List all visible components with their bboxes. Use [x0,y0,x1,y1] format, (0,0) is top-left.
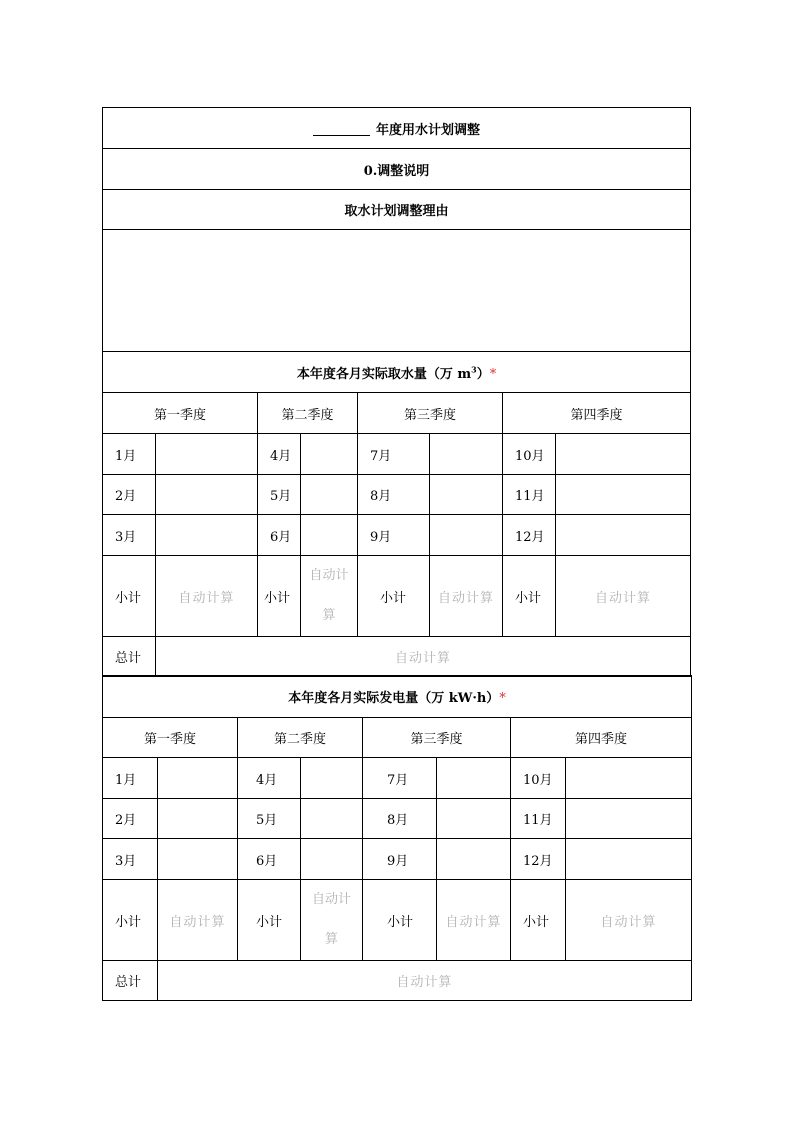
power-subtotal-q2-line1: 自动计 [311,892,351,907]
water-month-label: 5月 [258,475,301,515]
power-month-label: 3月 [103,839,158,880]
power-quarter-1: 第一季度 [103,718,238,758]
water-month-input[interactable] [156,475,258,515]
water-month-input[interactable] [430,475,503,515]
water-month-label: 2月 [103,475,156,515]
water-month-label: 1月 [103,434,156,475]
power-month-label: 5月 [238,799,301,839]
power-total-row [103,961,692,1001]
water-month-input[interactable] [430,515,503,556]
water-title-text: 本年度各月实际取水量（万 m [296,366,472,382]
water-month-input[interactable] [156,515,258,556]
water-subtotal-q2-line1: 自动计 [309,568,349,583]
water-subtotal-label: 小计 [258,556,301,637]
power-month-input[interactable] [566,758,692,799]
power-total-value: 自动计算 [158,961,692,1001]
power-total-label: 总计 [103,961,158,1001]
water-month-label: 4月 [258,434,301,475]
water-month-row [103,475,691,515]
water-month-label: 6月 [258,515,301,556]
power-subtotal-q1: 自动计算 [158,880,238,961]
power-quarter-2: 第二季度 [238,718,363,758]
power-month-row [103,758,692,799]
power-month-input[interactable] [158,758,238,799]
power-section-title [103,676,692,718]
power-month-input[interactable] [566,799,692,839]
water-section-title [103,352,691,393]
water-subtotal-label: 小计 [103,556,156,637]
power-month-input[interactable] [437,758,511,799]
water-month-label: 11月 [503,475,556,515]
section-0-heading: 0.调整说明 [103,149,691,190]
water-month-row [103,434,691,475]
water-month-label: 10月 [503,434,556,475]
power-subtotal-q4: 自动计算 [566,880,692,961]
power-month-input[interactable] [301,799,363,839]
water-subtotal-q4: 自动计算 [556,556,691,637]
power-subtotal-q2-line2: 算 [324,932,338,947]
power-subtotal-label: 小计 [238,880,301,961]
water-month-label: 7月 [358,434,430,475]
water-month-label: 3月 [103,515,156,556]
year-blank-field[interactable] [313,125,370,136]
power-subtotal-q3: 自动计算 [437,880,511,961]
form-title-text: 年度用水计划调整 [376,122,481,138]
power-subtotal-label: 小计 [511,880,566,961]
power-month-label: 2月 [103,799,158,839]
power-month-row [103,799,692,839]
power-month-label: 7月 [363,758,437,799]
water-month-input[interactable] [301,515,358,556]
water-title-close: ） [476,366,490,382]
water-month-input[interactable] [430,434,503,475]
power-subtotal-label: 小计 [103,880,158,961]
water-title-sup: 3 [471,364,477,375]
water-subtotal-q3: 自动计算 [430,556,503,637]
power-table [102,675,692,1001]
power-quarter-4: 第四季度 [511,718,692,758]
power-subtotal-label: 小计 [363,880,437,961]
power-month-label: 8月 [363,799,437,839]
water-total-row [103,637,691,677]
water-quarter-4: 第四季度 [503,393,691,434]
water-total-value: 自动计算 [156,637,691,677]
water-total-label: 总计 [103,637,156,677]
power-month-label: 10月 [511,758,566,799]
power-month-input[interactable] [301,758,363,799]
water-quarter-3: 第三季度 [358,393,503,434]
water-month-label: 12月 [503,515,556,556]
power-month-row [103,839,692,880]
power-month-label: 9月 [363,839,437,880]
power-quarter-3: 第三季度 [363,718,511,758]
water-quarter-1: 第一季度 [103,393,258,434]
water-month-input[interactable] [556,475,691,515]
power-title-text: 本年度各月实际发电量（万 kW·h） [288,691,500,706]
water-month-input[interactable] [301,475,358,515]
required-asterisk: * [489,366,497,382]
power-subtotal-q2 [301,880,363,961]
water-subtotal-row [103,556,691,637]
reason-textarea[interactable] [103,230,691,352]
power-month-label: 11月 [511,799,566,839]
power-month-input[interactable] [158,799,238,839]
required-asterisk: * [499,691,506,706]
water-subtotal-q1: 自动计算 [156,556,258,637]
power-month-input[interactable] [566,839,692,880]
water-month-input[interactable] [156,434,258,475]
power-month-input[interactable] [158,839,238,880]
water-subtotal-q2 [301,556,358,637]
power-subtotal-row [103,880,692,961]
water-subtotal-q2-line2: 算 [322,608,336,623]
water-month-input[interactable] [301,434,358,475]
form-title [103,108,691,149]
water-month-input[interactable] [556,434,691,475]
reason-header: 取水计划调整理由 [103,190,691,230]
water-plan-table [102,107,691,677]
water-month-label: 9月 [358,515,430,556]
water-month-input[interactable] [556,515,691,556]
power-month-input[interactable] [437,839,511,880]
water-month-label: 8月 [358,475,430,515]
power-month-input[interactable] [301,839,363,880]
power-month-label: 1月 [103,758,158,799]
power-month-label: 6月 [238,839,301,880]
power-month-label: 4月 [238,758,301,799]
power-month-label: 12月 [511,839,566,880]
water-month-row [103,515,691,556]
water-quarter-2: 第二季度 [258,393,358,434]
water-subtotal-label: 小计 [503,556,556,637]
power-month-input[interactable] [437,799,511,839]
water-subtotal-label: 小计 [358,556,430,637]
